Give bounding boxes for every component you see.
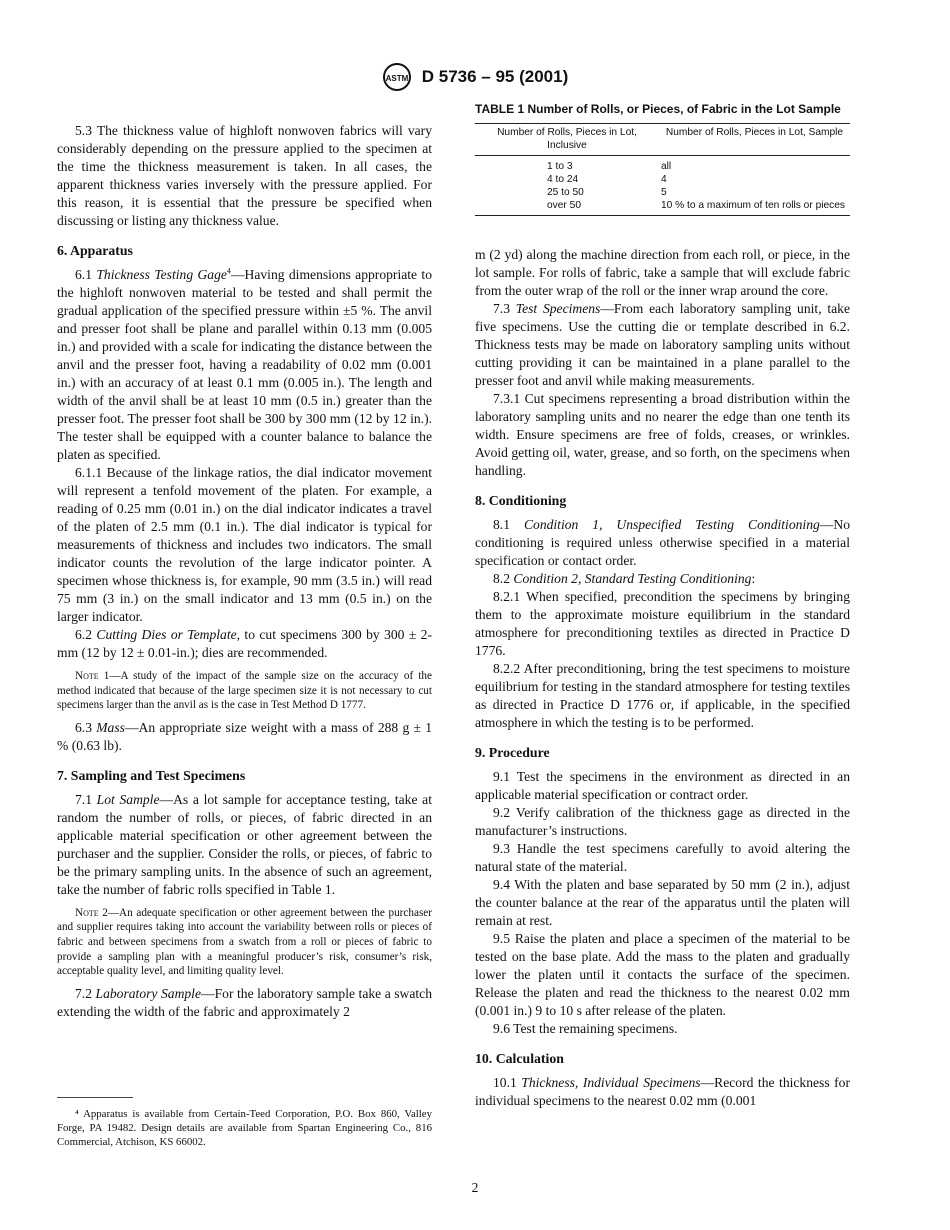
section-10-heading: 10. Calculation <box>475 1051 564 1066</box>
note-1: Note 1—A study of the impact of the sample size on the accuracy of the method indicated that because of the large specimen size it is not necessary to cut specimens larger than the anvil as is the case in Test Method D 1777. <box>57 670 432 712</box>
paragraph-10-1: 10.1 Thickness, Individual Specimens—Record the thickness for individual specimens to the nearest 0.02 mm (0.001 <box>475 1075 850 1108</box>
paragraph-6-1-1: 6.1.1 Because of the linkage ratios, the dial indicator movement will represent a tenfold movement of the platen. For example, a reading of 0.25 mm (0.01 in.) on the dial indicator indicates a travel of the platen of 2.5 mm (0.1 in.). The dial indicator is typical for measurements of thickness and includes two indicators. The small indicator counts the revolution of the large indicator pointer. A specimen whose thickness is, for example, 90 mm (3.5 in.) will read 75 mm (3 in.) on the small indicator and 13 mm (0.5 in.) on the larger indicator. <box>57 465 432 624</box>
table-row <box>475 173 850 186</box>
table-cell: 25 to 50 <box>547 187 584 198</box>
paragraph-8-1: 8.1 Condition 1, Unspecified Testing Conditioning—No conditioning is required unless otherwise specified in a material specification or contact order. <box>475 517 851 568</box>
left-column <box>57 122 432 1021</box>
paragraph-7-2-continued: m (2 yd) along the machine direction from each roll, or piece, in the lot sample. For rolls of fabric, take a sample that will exclude fabric from the outer wrap of the roll or the inner wrap around the core. <box>475 247 850 298</box>
table-row <box>475 186 850 199</box>
table-header-lot: Number of Rolls, Pieces in Lot, Inclusive <box>475 124 659 156</box>
page-header <box>0 62 950 92</box>
table-1 <box>475 100 850 216</box>
paragraph-9-1: 9.1 Test the specimens in the environment as directed in an applicable material specification or contract order. <box>475 769 850 802</box>
table-cell: all <box>661 161 672 172</box>
paragraph-7-1: 7.1 Lot Sample—As a lot sample for acceptance testing, take at random the number of rolls, or pieces, of fabric directed in an applicable material specification or other agreement between the purchaser and the supplier. Consider the rolls, or pieces, of fabric to be the primary sampling units. In the absence of such an agreement, take the number of fabric rolls specified in Table 1. <box>57 791 432 897</box>
right-column <box>475 100 850 1110</box>
footnote-divider <box>57 1097 133 1098</box>
table-cell: over 50 <box>475 199 659 216</box>
paragraph-8-2: 8.2 Condition 2, Standard Testing Conditioning: <box>493 571 756 586</box>
document-designation: D 5736 – 95 (2001) <box>421 67 569 86</box>
page-number: 2 <box>471 1180 479 1195</box>
section-6-heading: 6. Apparatus <box>57 243 133 258</box>
paragraph-9-3: 9.3 Handle the test specimens carefully to avoid altering the natural state of the material. <box>475 841 850 874</box>
paragraph-8-2-2: 8.2.2 After preconditioning, bring the test specimens to moisture equilibrium for testing in the standard atmosphere for testing textiles as directed in Practice D 1776 or, if applicable, in the specified atmosphere in which the testing is to be performed. <box>475 661 850 730</box>
paragraph-9-4: 9.4 With the platen and base separated by 50 mm (2 in.), adjust the counter balance at the rear of the apparatus until the platen will remain at rest. <box>475 877 850 928</box>
note-2: Note 2—An adequate specification or other agreement between the purchaser and supplier requires taking into account the variability between rolls or pieces of fabric and between specimens from a swatch from a roll or pieces of fabric to provide a sampling plan with a meaningful producer’s risk, consumer’s risk, acceptable quality level, and limiting quality level. <box>57 906 432 978</box>
paragraph-5-3: 5.3 The thickness value of highloft nonwoven fabrics will vary considerably depending on the pressure applied to the specimen at the time the thickness measurement is taken. In all cases, the apparent thickness varies inversely with the pressure applied. For this reason, it is essential that the pressure be specified when discussing or listing any thickness value. <box>57 123 432 228</box>
table-1-title: TABLE 1 Number of Rolls, or Pieces, of Fabric in the Lot Sample <box>475 102 841 116</box>
paragraph-7-2: 7.2 Laboratory Sample—For the laboratory sample take a swatch extending the width of the fabric and approximately 2 <box>57 985 433 1019</box>
paragraph-7-3: 7.3 Test Specimens—From each laboratory sampling unit, take five specimens. Use the cutting die or template described in 6.2. Thickness tests may be made on laboratory sampling units without cutting providing it can be maintained in a plane parallel to the presser foot and anvil while making measurements. <box>475 301 851 388</box>
table-cell: 4 to 24 <box>547 174 579 185</box>
table-row <box>475 199 850 216</box>
paragraph-7-3-1: 7.3.1 Cut specimens representing a broad distribution within the laboratory sampling units and no nearer the edge than one tenth its width. Ensure specimens are free of folds, creases, or wrinkles. Avoid getting oil, water, grease, and so forth, on the specimens when handling. <box>475 391 850 478</box>
section-8-heading: 8. Conditioning <box>475 493 567 508</box>
table-row <box>475 156 850 174</box>
paragraph-6-1: 6.1 Thickness Testing Gage$^4$—Having dimensions appropriate to the highloft nonwoven material to be tested and shall permit the gradual application of the specified pressure within ±5 %. The anvil and presser foot shall be plane and parallel within 0.13 mm (0.005 in.) and provided with a scale for indicating the distance between the anvil and the presser foot, having a readability of 0.02 mm (0.001 in.) with an accuracy of at least 0.1 mm (0.005 in.). The length and width of the anvil shall be at least 10 mm (0.5 in.) greater than the presser foot. The presser foot shall be 300 by 300 mm (12 by 12 in.). The tester shall be equipped with a counter balance to balance the platen as specified. <box>57 266 433 462</box>
paragraph-6-2: 6.2 Cutting Dies or Template, to cut specimens 300 by 300 ± 2-mm (12 by 12 ± 0.01-in.); dies are recommended. <box>57 627 432 660</box>
footnote-4: ⁴ Apparatus is available from Certain-Teed Corporation, P.O. Box 860, Valley Forge, PA 19482. Design details are available from Spartan Engineering Co., 816 Commercial, Atchison, KS 66002. <box>57 1108 432 1148</box>
table-cell: 10 % to a maximum of ten rolls or pieces <box>659 199 850 216</box>
paragraph-8-2-1: 8.2.1 When specified, precondition the specimens by bringing them to the approximate moisture equilibrium in the standard atmosphere for preconditioning textiles as directed in Practice D 1776. <box>475 589 850 658</box>
svg-text:ASTM: ASTM <box>385 74 409 83</box>
section-7-heading: 7. Sampling and Test Specimens <box>57 767 246 783</box>
table-cell: 5 <box>661 187 667 198</box>
footnote-ref-4[interactable]: 4 <box>226 266 231 276</box>
astm-logo-icon <box>382 62 412 92</box>
table-header-sample: Number of Rolls, Pieces in Lot, Sample <box>659 124 850 156</box>
paragraph-6-3: 6.3 Mass—An appropriate size weight with a mass of 288 g ± 1 % (0.63 lb). <box>57 719 432 753</box>
table-1-grid <box>475 123 850 216</box>
paragraph-9-5: 9.5 Raise the platen and place a specimen of the material to be tested on the base plate. Add the mass to the platen and gradually lower the platen until it contacts the surface of the specimen. Release the platen and read the thickness to the nearest 0.02 mm (0.001 in.) 9 to 10 s after release of the platen. <box>475 931 850 1018</box>
paragraph-9-2: 9.2 Verify calibration of the thickness gage as directed in the manufacturer’s instructions. <box>475 805 850 838</box>
section-9-heading: 9. Procedure <box>475 745 550 760</box>
table-cell: 1 to 3 <box>547 161 573 172</box>
table-cell: 4 <box>661 174 667 185</box>
paragraph-9-6: 9.6 Test the remaining specimens. <box>493 1021 678 1036</box>
